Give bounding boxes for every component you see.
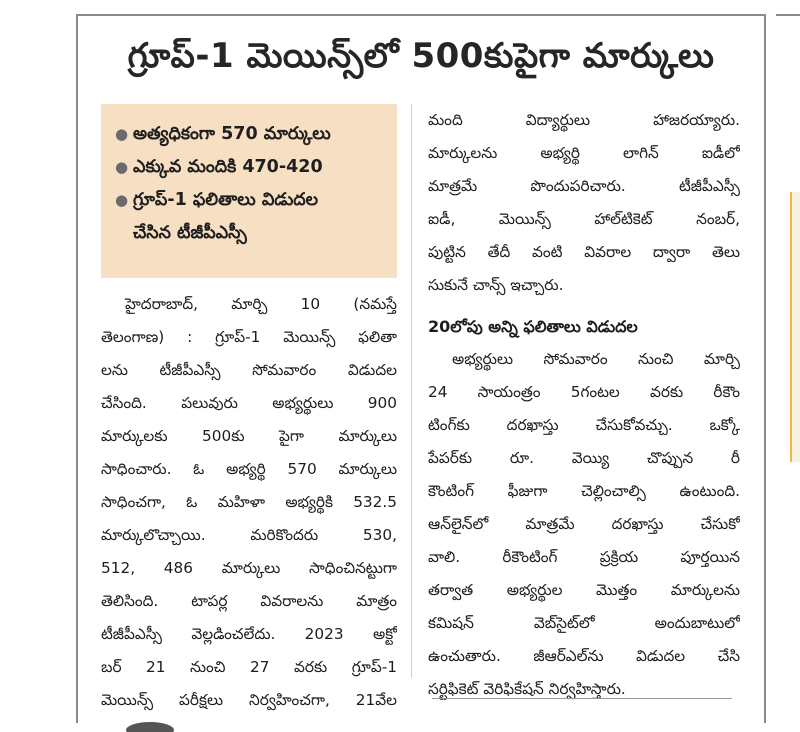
body-line: వాలి. రీకౌంటింగ్ ప్రక్రియ పూర్తయిన: [428, 548, 740, 566]
body-line: సుకునే చాన్స్ ఇచ్చారు.: [428, 276, 564, 294]
body-line: సాధించగా, ఓ మహిళా అభ్యర్థికి 532.5: [101, 493, 397, 511]
highlights-box: [101, 104, 397, 278]
body-line: ఉంచుతారు. జీఆర్ఎల్‌ను విడుదల చేసి: [428, 647, 740, 665]
left-border: [76, 14, 78, 723]
body-line: లను టీజీపీఎస్సీ సోమవారం విడుదల: [101, 361, 397, 379]
body-line: బర్ 21 నుంచి 27 వరకు గ్రూప్-1: [101, 658, 397, 676]
subheading: 20లోపు అన్ని ఫలితాలు విడుదల: [428, 317, 638, 336]
highlight-item: ● గ్రూప్-1 ఫలితాలు విడుదల: [115, 184, 389, 217]
body-line: హైదరాబాద్, మార్చి 10 (నమస్తే: [125, 295, 397, 313]
left-column: [101, 288, 397, 717]
bottom-rule: [432, 698, 732, 699]
body-line: పుట్టిన తేదీ వంటి వివరాల ద్వారా తెలు: [428, 243, 740, 261]
right-border: [764, 14, 766, 723]
body-line: 512, 486 మార్కులు సాధించినట్టుగా: [101, 559, 397, 577]
adjacent-article-rule: [776, 14, 800, 16]
highlight-item: ● ఎక్కువ మందికి 470-420: [115, 151, 389, 184]
body-line: అభ్యర్థులు సోమవారం నుంచి మార్చి: [452, 350, 740, 368]
next-article-edge: [120, 712, 180, 732]
body-line: పేపర్‌కు రూ. వెయ్యి చొప్పున రీ: [428, 449, 740, 467]
bullet-icon: ●: [115, 125, 129, 143]
body-line: మార్కులకు 500కు పైగా మార్కులు: [101, 427, 397, 445]
body-line: మార్కులను అభ్యర్థి లాగిన్ ఐడీలో: [428, 144, 740, 162]
body-line: మాత్రమే పొందుపరిచారు. టీజీపీఎస్సీ: [428, 177, 740, 195]
body-line: తెలంగాణ) : గ్రూప్-1 మెయిన్స్ ఫలితా: [101, 328, 397, 346]
body-line: సాధించారు. ఓ అభ్యర్థి 570 మార్కులు: [101, 460, 397, 478]
body-line: 24 సాయంత్రం 5గంటల వరకు రీకౌం: [428, 383, 740, 401]
body-line: ఐడీ, మెయిన్స్ హాల్‌టికెట్ నంబర్,: [428, 210, 740, 228]
body-line: టీజీపీఎస్సీ వెల్లడించలేదు. 2023 అక్టో: [101, 625, 397, 643]
top-border: [76, 14, 766, 16]
body-line: టింగ్‌కు దరఖాస్తు చేసుకోవచ్చు. ఒక్కో: [428, 416, 740, 434]
article-headline: గ్రూప్-1 మెయిన్స్‌లో 500కుపైగా మార్కులు: [127, 36, 715, 76]
body-line: సర్టిఫికెట్ వెరిఫికేషన్ నిర్వహిస్తారు.: [428, 680, 626, 698]
body-line: మార్కులొచ్చాయి. మరికొందరు 530,: [101, 526, 397, 544]
body-line: మెయిన్స్ పరీక్షలు నిర్వహించగా, 21వేల: [101, 691, 397, 709]
bullet-icon: ●: [115, 191, 129, 209]
body-line: కౌంటింగ్ ఫీజుగా చెల్లించాల్సి ఉంటుంది.: [428, 482, 740, 500]
body-line: ఆన్‌లైన్‌లో మాత్రమే దరఖాస్తు చేసుకో: [428, 515, 740, 533]
column-divider: [411, 104, 412, 678]
bullet-icon: ●: [115, 158, 129, 176]
body-line: చేసింది. పలువురు అభ్యర్థులు 900: [101, 394, 397, 412]
body-line: కమిషన్ వెబ్‌సైట్‌లో అందుబాటులో: [428, 614, 740, 632]
highlight-item: ● అత్యధికంగా 570 మార్కులు: [115, 118, 389, 151]
body-line: మంది విద్యార్థులు హాజరయ్యారు.: [428, 111, 740, 129]
adjacent-article-box: [790, 192, 800, 462]
body-line: తర్వాత అభ్యర్థుల మొత్తం మార్కులను: [428, 581, 740, 599]
right-column: [428, 104, 740, 706]
highlight-item: చేసిన టీజీపీఎస్సీ: [133, 223, 247, 243]
body-line: తెలిసింది. టాపర్ల వివరాలను మాత్రం: [101, 592, 397, 610]
